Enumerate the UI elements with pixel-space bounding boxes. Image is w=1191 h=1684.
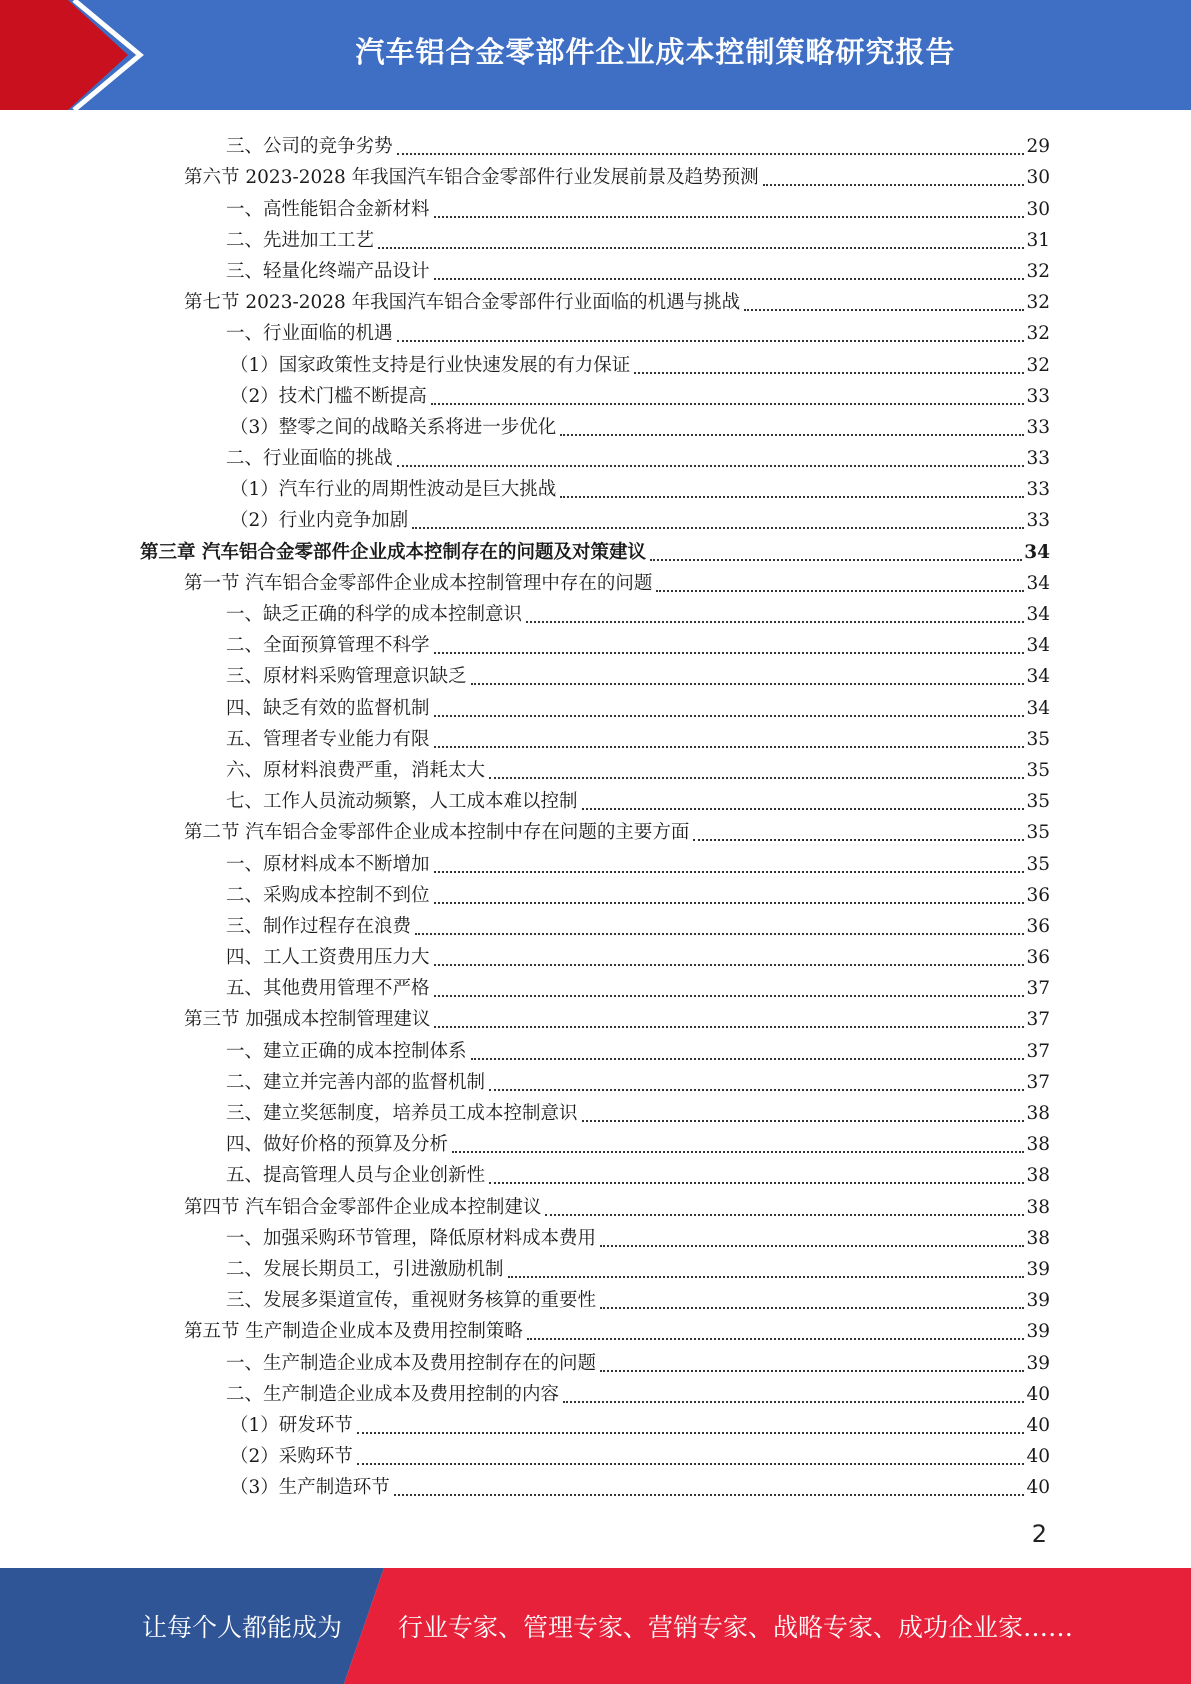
toc-entry-label: 二、建立并完善内部的监督机制: [226, 1071, 486, 1093]
toc-entry[interactable]: [140, 1157, 1050, 1188]
toc-entry[interactable]: [140, 1438, 1050, 1469]
toc-entry-page: 35: [1026, 822, 1050, 844]
toc-entry-label: （3）整零之间的战略关系将进一步优化: [230, 416, 557, 438]
toc-entry[interactable]: [140, 1188, 1050, 1219]
toc-dot-leader: [600, 1245, 1024, 1247]
toc-entry[interactable]: [140, 970, 1050, 1001]
toc-entry-label: 第六节 2023-2028 年我国汽车铝合金零部件行业发展前景及趋势预测: [184, 167, 759, 189]
toc-dot-leader: [489, 1089, 1024, 1091]
toc-dot-leader: [397, 340, 1025, 342]
toc-entry[interactable]: [140, 1251, 1050, 1282]
toc-entry-page: 36: [1026, 884, 1050, 906]
toc-entry[interactable]: [140, 128, 1050, 159]
toc-entry-label: 五、提高管理人员与企业创新性: [226, 1165, 486, 1187]
toc-entry[interactable]: [140, 378, 1050, 409]
toc-entry-page: 34: [1026, 635, 1050, 657]
toc-entry-label: 三、制作过程存在浪费: [226, 915, 412, 937]
toc-entry[interactable]: [140, 159, 1050, 190]
toc-dot-leader: [434, 715, 1025, 717]
toc-dot-leader: [563, 1401, 1024, 1403]
toc-entry[interactable]: [140, 939, 1050, 970]
toc-entry-page: 32: [1026, 323, 1050, 345]
toc-entry[interactable]: [140, 222, 1050, 253]
toc-entry[interactable]: [140, 783, 1050, 814]
toc-entry[interactable]: [140, 315, 1050, 346]
toc-dot-leader: [357, 1463, 1025, 1465]
toc-entry-page: 38: [1026, 1227, 1050, 1249]
toc-entry-label: 一、生产制造企业成本及费用控制存在的问题: [226, 1352, 597, 1374]
toc-dot-leader: [452, 1151, 1024, 1153]
toc-entry-page: 33: [1026, 479, 1050, 501]
page-footer: [0, 1568, 1191, 1684]
toc-entry-page: 30: [1026, 167, 1050, 189]
toc-entry[interactable]: [140, 1469, 1050, 1500]
toc-entry[interactable]: [140, 845, 1050, 876]
toc-entry-page: 31: [1026, 229, 1050, 251]
toc-entry-page: 32: [1026, 260, 1050, 282]
toc-entry-page: 33: [1026, 416, 1050, 438]
toc-entry[interactable]: [140, 596, 1050, 627]
toc-entry-page: 35: [1026, 759, 1050, 781]
toc-dot-leader: [527, 1338, 1025, 1340]
toc-entry-label: 一、缺乏正确的科学的成本控制意识: [226, 604, 523, 625]
red-chevron-decoration: [0, 0, 150, 110]
toc-dot-leader: [600, 1370, 1024, 1372]
toc-dot-leader: [412, 527, 1024, 529]
toc-dot-leader: [489, 1182, 1024, 1184]
toc-entry[interactable]: [140, 253, 1050, 284]
toc-dot-leader: [434, 278, 1025, 280]
toc-dot-leader: [582, 1120, 1025, 1122]
toc-dot-leader: [434, 995, 1025, 997]
toc-entry[interactable]: [140, 1032, 1050, 1063]
toc-entry-label: 三、轻量化终端产品设计: [226, 260, 430, 282]
toc-entry-page: 35: [1026, 791, 1050, 813]
toc-entry-label: 七、工作人员流动频繁，人工成本难以控制: [226, 791, 578, 813]
toc-dot-leader: [763, 184, 1025, 186]
toc-entry-label: （2）采购环节: [230, 1446, 353, 1468]
toc-entry-label: 三、原材料采购管理意识缺乏: [226, 666, 467, 688]
toc-entry-label: 二、行业面临的挑战: [226, 448, 393, 470]
toc-entry-page: 35: [1026, 853, 1050, 875]
page-header: [0, 0, 1191, 110]
toc-entry-label: （2）技术门槛不断提高: [230, 385, 427, 407]
toc-dot-leader: [434, 871, 1025, 873]
toc-entry-page: 39: [1026, 1290, 1050, 1312]
toc-entry[interactable]: [140, 752, 1050, 783]
toc-dot-leader: [357, 1432, 1025, 1434]
toc-entry-label: 五、管理者专业能力有限: [226, 728, 430, 750]
toc-entry-page: 34: [1024, 541, 1050, 563]
toc-dot-leader: [545, 1214, 1024, 1216]
toc-entry-label: 一、原材料成本不断增加: [226, 853, 430, 875]
toc-dot-leader: [582, 808, 1025, 810]
toc-entry-page: 40: [1026, 1383, 1050, 1405]
toc-entry-page: 36: [1026, 915, 1050, 937]
toc-dot-leader: [744, 309, 1024, 311]
toc-entry-page: 40: [1026, 1477, 1050, 1499]
toc-entry-label: 第二节 汽车铝合金零部件企业成本控制中存在问题的主要方面: [184, 822, 690, 844]
toc-dot-leader: [434, 216, 1025, 218]
toc-entry[interactable]: [140, 627, 1050, 658]
toc-entry-page: 33: [1026, 448, 1050, 470]
toc-entry-label: 一、高性能铝合金新材料: [226, 198, 430, 220]
toc-entry[interactable]: [140, 533, 1050, 564]
toc-entry-label: （1）汽车行业的周期性波动是巨大挑战: [230, 479, 557, 501]
toc-dot-leader: [394, 1494, 1025, 1496]
toc-entry[interactable]: [140, 814, 1050, 845]
toc-entry-label: 三、公司的竞争劣势: [226, 136, 393, 158]
toc-entry[interactable]: [140, 190, 1050, 221]
toc-dot-leader: [431, 403, 1025, 405]
toc-entry[interactable]: [140, 284, 1050, 315]
toc-dot-leader: [397, 465, 1025, 467]
toc-entry-label: 二、采购成本控制不到位: [226, 884, 430, 906]
toc-dot-leader: [526, 621, 1024, 623]
toc-entry[interactable]: [140, 471, 1050, 502]
toc-entry[interactable]: [140, 658, 1050, 689]
toc-dot-leader: [600, 1307, 1024, 1309]
table-of-contents: [140, 128, 1050, 1500]
toc-entry[interactable]: [140, 1064, 1050, 1095]
toc-entry-page: 39: [1026, 1258, 1050, 1280]
toc-dot-leader: [378, 247, 1024, 249]
toc-dot-leader: [650, 559, 1022, 561]
toc-entry-page: 38: [1026, 1103, 1050, 1124]
toc-dot-leader: [434, 746, 1025, 748]
toc-entry-label: 一、建立正确的成本控制体系: [226, 1040, 467, 1062]
toc-entry-label: 三、发展多渠道宣传，重视财务核算的重要性: [226, 1290, 597, 1312]
toc-entry-page: 34: [1026, 666, 1050, 688]
toc-dot-leader: [560, 434, 1024, 436]
toc-entry-page: 29: [1026, 136, 1050, 158]
toc-entry-label: 二、全面预算管理不科学: [226, 635, 430, 657]
toc-entry-page: 37: [1026, 978, 1050, 1000]
toc-dot-leader: [434, 902, 1025, 904]
toc-entry-page: 34: [1026, 572, 1050, 594]
toc-entry[interactable]: [140, 502, 1050, 533]
toc-entry-page: 30: [1026, 198, 1050, 220]
toc-entry[interactable]: [140, 565, 1050, 596]
toc-dot-leader: [434, 1026, 1024, 1028]
toc-entry-page: 37: [1026, 1009, 1050, 1031]
toc-entry-page: 34: [1026, 697, 1050, 719]
toc-entry-label: 五、其他费用管理不严格: [226, 978, 430, 1000]
toc-entry-label: 四、做好价格的预算及分析: [226, 1134, 449, 1156]
toc-entry-label: 二、发展长期员工，引进激励机制: [226, 1258, 504, 1280]
toc-entry[interactable]: [140, 1407, 1050, 1438]
toc-entry[interactable]: [140, 346, 1050, 377]
toc-entry[interactable]: [140, 908, 1050, 939]
toc-entry[interactable]: [140, 1313, 1050, 1344]
toc-entry-label: 六、原材料浪费严重，消耗太大: [226, 759, 486, 781]
toc-dot-leader: [415, 933, 1024, 935]
footer-slogan-left: 让每个人都能成为: [142, 1613, 343, 1642]
toc-entry-page: 35: [1026, 728, 1050, 750]
toc-entry-page: 39: [1026, 1321, 1050, 1343]
toc-dot-leader: [634, 372, 1024, 374]
toc-entry-label: 一、加强采购环节管理，降低原材料成本费用: [226, 1227, 597, 1249]
toc-entry-label: 四、缺乏有效的监督机制: [226, 697, 430, 719]
toc-entry-label: 一、行业面临的机遇: [226, 323, 393, 345]
toc-entry[interactable]: [140, 1126, 1050, 1157]
toc-entry[interactable]: [140, 877, 1050, 908]
toc-entry-page: 38: [1026, 1196, 1050, 1218]
toc-entry-label: 第五节 生产制造企业成本及费用控制策略: [184, 1321, 523, 1343]
toc-entry-page: 37: [1026, 1040, 1050, 1062]
toc-entry[interactable]: [140, 1095, 1050, 1126]
toc-dot-leader: [693, 839, 1024, 841]
toc-dot-leader: [434, 652, 1025, 654]
toc-entry[interactable]: [140, 1282, 1050, 1313]
toc-entry[interactable]: [140, 1376, 1050, 1407]
toc-entry[interactable]: [140, 1220, 1050, 1251]
toc-entry[interactable]: [140, 721, 1050, 752]
toc-entry[interactable]: [140, 1001, 1050, 1032]
toc-entry[interactable]: [140, 689, 1050, 720]
toc-dot-leader: [508, 1276, 1025, 1278]
toc-entry-page: 33: [1026, 510, 1050, 532]
toc-entry-label: 第三节 加强成本控制管理建议: [184, 1009, 431, 1031]
toc-dot-leader: [489, 777, 1024, 779]
toc-entry[interactable]: [140, 440, 1050, 471]
toc-entry-label: （2）行业内竞争加剧: [230, 510, 409, 532]
toc-entry-page: 36: [1026, 947, 1050, 969]
toc-entry-page: 34: [1026, 604, 1050, 625]
toc-entry-label: 四、工人工资费用压力大: [226, 947, 430, 969]
toc-dot-leader: [434, 964, 1025, 966]
report-title: 汽车铝合金零部件企业成本控制策略研究报告: [355, 34, 956, 69]
toc-dot-leader: [656, 590, 1024, 592]
toc-entry-page: 40: [1026, 1414, 1050, 1436]
toc-entry-label: 二、先进加工工艺: [226, 229, 375, 251]
toc-entry[interactable]: [140, 1344, 1050, 1375]
toc-entry-page: 38: [1026, 1134, 1050, 1156]
toc-entry-label: （1）研发环节: [230, 1414, 353, 1436]
toc-entry-page: 33: [1026, 385, 1050, 407]
toc-entry-label: （3）生产制造环节: [230, 1477, 390, 1499]
toc-entry-page: 32: [1026, 292, 1050, 314]
toc-entry-label: （1）国家政策性支持是行业快速发展的有力保证: [230, 354, 631, 376]
toc-dot-leader: [397, 153, 1025, 155]
toc-dot-leader: [471, 683, 1025, 685]
toc-entry-label: 第七节 2023-2028 年我国汽车铝合金零部件行业面临的机遇与挑战: [184, 292, 741, 314]
toc-entry-page: 40: [1026, 1446, 1050, 1468]
toc-entry[interactable]: [140, 409, 1050, 440]
toc-entry-label: 二、生产制造企业成本及费用控制的内容: [226, 1383, 560, 1405]
footer-slogan-right: 行业专家、管理专家、营销专家、战略专家、成功企业家……: [398, 1613, 1074, 1642]
page-number: 2: [1031, 1520, 1047, 1548]
toc-entry-label: 第四节 汽车铝合金零部件企业成本控制建议: [184, 1196, 542, 1218]
toc-entry-label: 三、建立奖惩制度，培养员工成本控制意识: [226, 1103, 578, 1124]
toc-dot-leader: [471, 1058, 1025, 1060]
toc-entry-page: 37: [1026, 1071, 1050, 1093]
toc-dot-leader: [560, 496, 1024, 498]
toc-entry-page: 38: [1026, 1165, 1050, 1187]
toc-entry-page: 32: [1026, 354, 1050, 376]
toc-entry-page: 39: [1026, 1352, 1050, 1374]
toc-entry-label: 第三章 汽车铝合金零部件企业成本控制存在的问题及对策建议: [140, 541, 646, 563]
toc-entry-label: 第一节 汽车铝合金零部件企业成本控制管理中存在的问题: [184, 572, 653, 594]
